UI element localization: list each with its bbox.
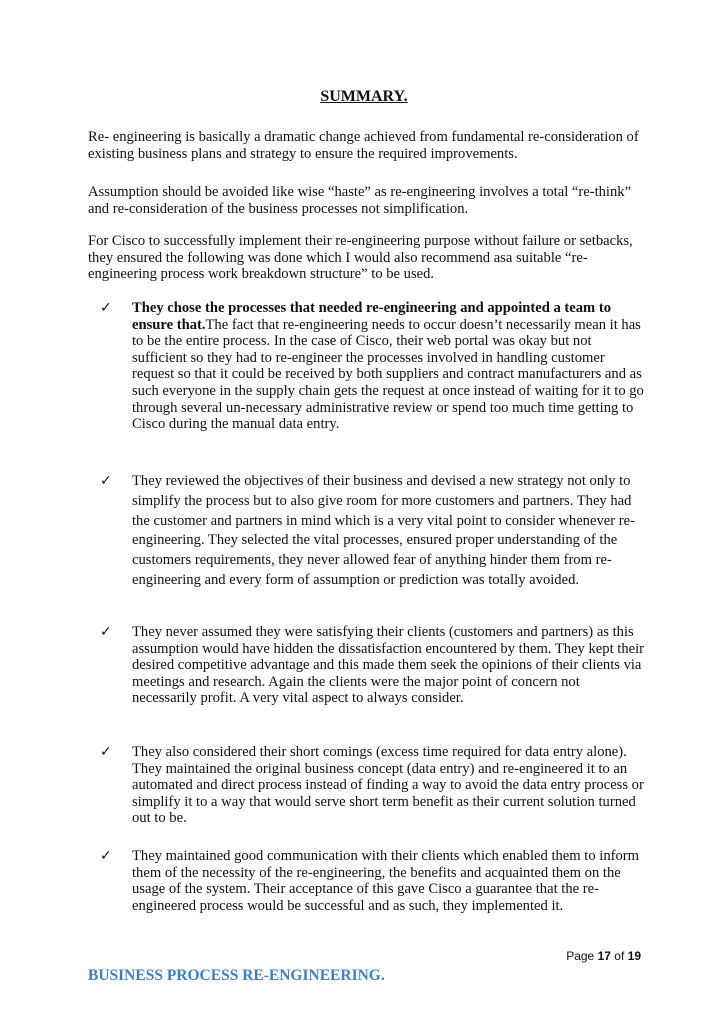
list-item (100, 624, 645, 707)
list-item-body: The fact that re-engineering needs to occur doesn’t necessarily mean it has to be the entire process. In the case of Cisco, their web portal was okay but not sufficient so they had to re-engineer the processes involved in handling customer request so that it could be received by both suppliers and contract manufacturers and as such everyone in the supply chain gets the request at once instead of waiting for it to go through several un-necessary administrative review or spend too much time getting to Cisco during the manual data entry. (132, 316, 644, 433)
list-item-lead: They chose the processes that needed re-engineering and appointed a team to ensure that. (132, 300, 612, 333)
page-number (566, 949, 641, 963)
checkmark-icon: ✓ (100, 848, 112, 864)
checkmark-icon: ✓ (100, 300, 112, 316)
checkmark-icon: ✓ (100, 624, 112, 640)
page-current: 17 (597, 949, 611, 963)
list-item-text: They also considered their short comings (excess time required for data entry alone). They maintained the original business concept (data entry) and re-engineered it to an automated and direct process instead of finding a way to avoid the data entry process or simplify it to a way that would serve short term benefit as their current solution turned out to be. (132, 744, 644, 827)
page-of: of (614, 949, 625, 963)
intro-paragraph: Re- engineering is basically a dramatic change achieved from fundamental re-consideration of existing business plans and strategy to ensure the required improvements. (88, 129, 639, 162)
cisco-paragraph: For Cisco to successfully implement their re-engineering purpose without failure or setbacks, they ensured the following was done which I would also recommend asa suitable “re-engineering process work breakdown structure” to be used. (88, 233, 633, 283)
footer-title: BUSINESS PROCESS RE-ENGINEERING. (88, 967, 385, 984)
assumption-paragraph: Assumption should be avoided like wise “haste” as re-engineering involves a total “re-think” and re-consideration of the business processes not simplification. (88, 184, 632, 217)
list-item-text: They never assumed they were satisfying their clients (customers and partners) as this assumption would have hidden the dissatisfaction encountered by them. They kept their desired competitive advantage and this made them seek the opinions of their clients via meetings and research. Again the clients were the major point of concern not necessarily profit. A very vital aspect to always consider. (132, 624, 645, 707)
checkmark-icon: ✓ (100, 744, 112, 760)
list-item (100, 744, 645, 827)
list-item-text: They maintained good communication with their clients which enabled them to inform them of the necessity of the re-engineering, the benefits and acquainted them on the usage of the system. Their acceptance of this gave Cisco a guarantee that the re-engineered process would be successful and as such, they implemented it. (132, 848, 640, 914)
list-item-text (132, 300, 645, 433)
page-total: 19 (627, 949, 641, 963)
summary-heading: SUMMARY. (320, 88, 408, 105)
list-item-text: They reviewed the objectives of their business and devised a new strategy not only to simplify the process but to also give room for more customers and partners. They had the customer and partners in mind which is a very vital point to consider whenever re-engineering. They selected the vital processes, ensured proper understanding of the customers requirements, they never allowed fear of anything hinder them from re-engineering and every form of assumption or prediction was totally avoided. (132, 473, 635, 588)
list-item (100, 472, 645, 591)
list-item (100, 848, 645, 914)
list-item (100, 300, 645, 433)
checkmark-icon: ✓ (100, 473, 112, 489)
page-label: Page (566, 949, 595, 963)
page-title (0, 88, 728, 106)
